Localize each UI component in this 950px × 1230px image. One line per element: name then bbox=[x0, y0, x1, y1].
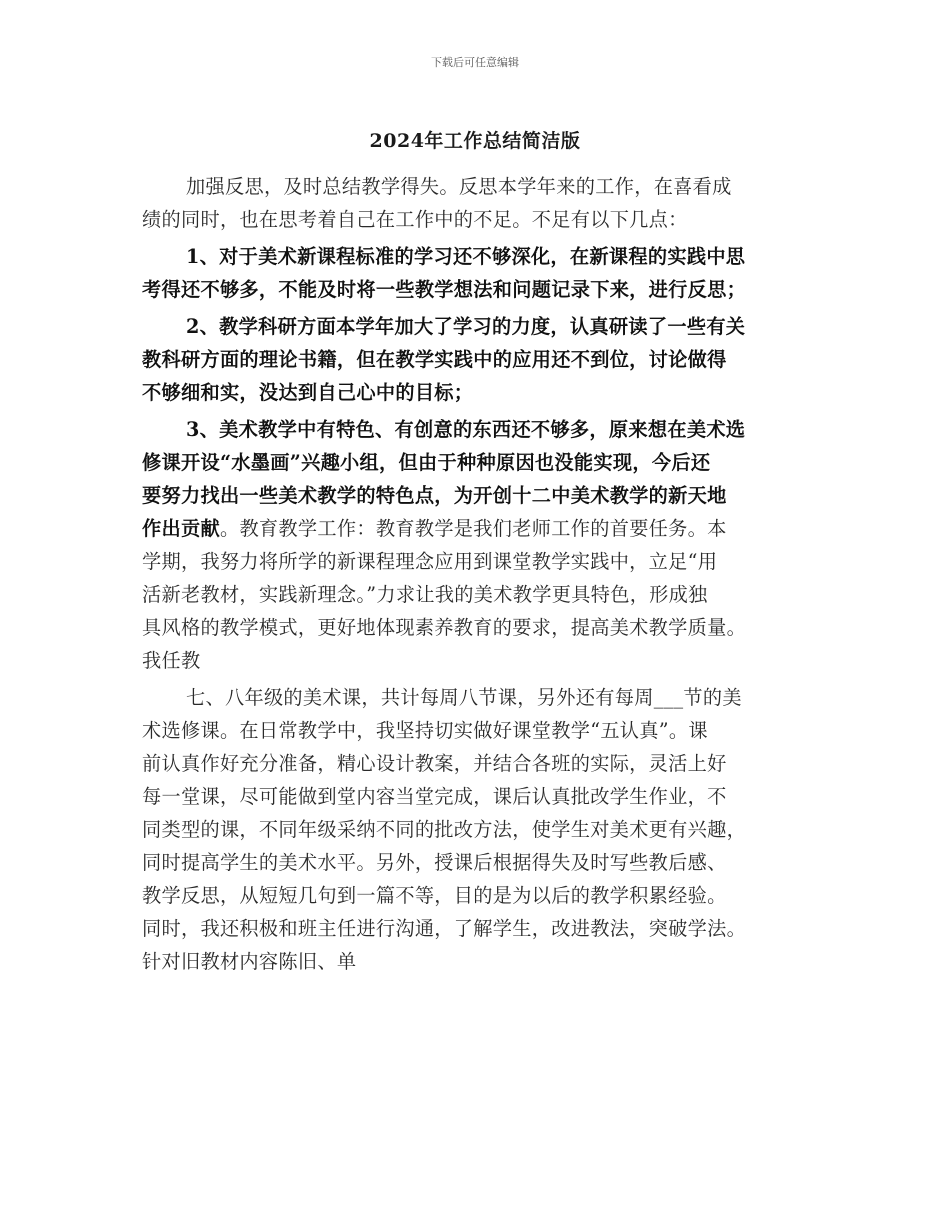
text-line-continuation: 。教育教学工作：教育教学是我们老师工作的首要任务。本 bbox=[219, 517, 727, 540]
text-line bbox=[142, 681, 824, 714]
text-line bbox=[142, 644, 824, 677]
text-line bbox=[142, 879, 824, 912]
text-line bbox=[142, 170, 824, 203]
text-line-content: 作出贡献 bbox=[142, 517, 220, 540]
text-line bbox=[142, 747, 824, 780]
text-line bbox=[142, 912, 824, 945]
text-line bbox=[142, 413, 824, 446]
text-line bbox=[142, 203, 824, 236]
text-line-content: 同类型的课，不同年级采纳不同的批改方法，使学生对美术更有兴趣， bbox=[142, 818, 747, 841]
text-line-content: 3、美术教学中有特色、有创意的东西还不够多，原来想在美术选 bbox=[186, 418, 746, 441]
text-line bbox=[142, 945, 824, 978]
text-line-content: 前认真作好充分准备，精心设计教案，并结合各班的实际，灵活上好 bbox=[142, 752, 727, 775]
text-line-content: 同时，我还积极和班主任进行沟通，了解学生，改进教法，突破学法。 bbox=[142, 917, 747, 940]
text-line bbox=[142, 273, 824, 306]
text-line-content: 不够细和实，没达到自己心中的目标； bbox=[142, 381, 474, 404]
text-line-content: 七、八年级的美术课，共计每周八节课，另外还有每周___节的美 bbox=[186, 686, 742, 709]
document-title: 2024年工作总结简洁版 bbox=[369, 130, 581, 152]
text-line-content: 针对旧教材内容陈旧、单 bbox=[142, 950, 357, 973]
text-line-content: 每一堂课，尽可能做到堂内容当堂完成，课后认真批改学生作业，不 bbox=[142, 785, 727, 808]
text-line-content: 要努力找出一些美术教学的特色点，为开创十二中美术教学的新天地 bbox=[142, 484, 727, 507]
text-line bbox=[142, 846, 824, 879]
text-line bbox=[142, 479, 824, 512]
text-line bbox=[142, 714, 824, 747]
text-line-content: 2、教学科研方面本学年加大了学习的力度，认真研读了一些有关 bbox=[186, 315, 746, 338]
text-line bbox=[142, 512, 824, 545]
text-line-content: 我任教 bbox=[142, 649, 201, 672]
text-line bbox=[142, 310, 824, 343]
text-line-content: 活新老教材，实践新理念。”力求让我的美术教学更具特色，形成独 bbox=[142, 583, 708, 606]
text-line-content: 同时提高学生的美术水平。另外，授课后根据得失及时写些教后感、 bbox=[142, 851, 727, 874]
text-line bbox=[142, 446, 824, 479]
text-line bbox=[142, 545, 824, 578]
text-line-content: 术选修课。在日常教学中，我坚持切实做好课堂教学“五认真”。课 bbox=[142, 719, 708, 742]
text-line-content: 教学反思，从短短几句到一篇不等，目的是为以后的教学积累经验。 bbox=[142, 884, 727, 907]
text-line-content: 教科研方面的理论书籍，但在教学实践中的应用还不到位，讨论做得 bbox=[142, 348, 727, 371]
text-line-content: 绩的同时，也在思考着自己在工作中的不足。不足有以下几点： bbox=[142, 208, 688, 231]
text-line bbox=[142, 780, 824, 813]
text-line bbox=[142, 813, 824, 846]
text-line-content: 1、对于美术新课程标准的学习还不够深化，在新课程的实践中思 bbox=[186, 245, 746, 268]
text-line-content: 学期，我努力将所学的新课程理念应用到课堂教学实践中，立足“用 bbox=[142, 550, 718, 573]
text-line-content: 具风格的教学模式，更好地体现素养教育的要求，提高美术教学质量。 bbox=[142, 616, 747, 639]
text-line-content: 修课开设“水墨画”兴趣小组，但由于种种原因也没能实现，今后还 bbox=[142, 451, 711, 474]
text-line bbox=[142, 578, 824, 611]
page-header-watermark: 下载后可任意编辑 bbox=[431, 56, 519, 69]
text-line-content: 加强反思，及时总结教学得失。反思本学年来的工作，在喜看成 bbox=[186, 175, 732, 198]
text-line bbox=[142, 343, 824, 376]
document-body bbox=[142, 170, 824, 978]
text-line bbox=[142, 240, 824, 273]
text-line bbox=[142, 611, 824, 644]
text-line-content: 考得还不够多，不能及时将一些教学想法和问题记录下来，进行反思； bbox=[142, 278, 747, 301]
text-line bbox=[142, 376, 824, 409]
